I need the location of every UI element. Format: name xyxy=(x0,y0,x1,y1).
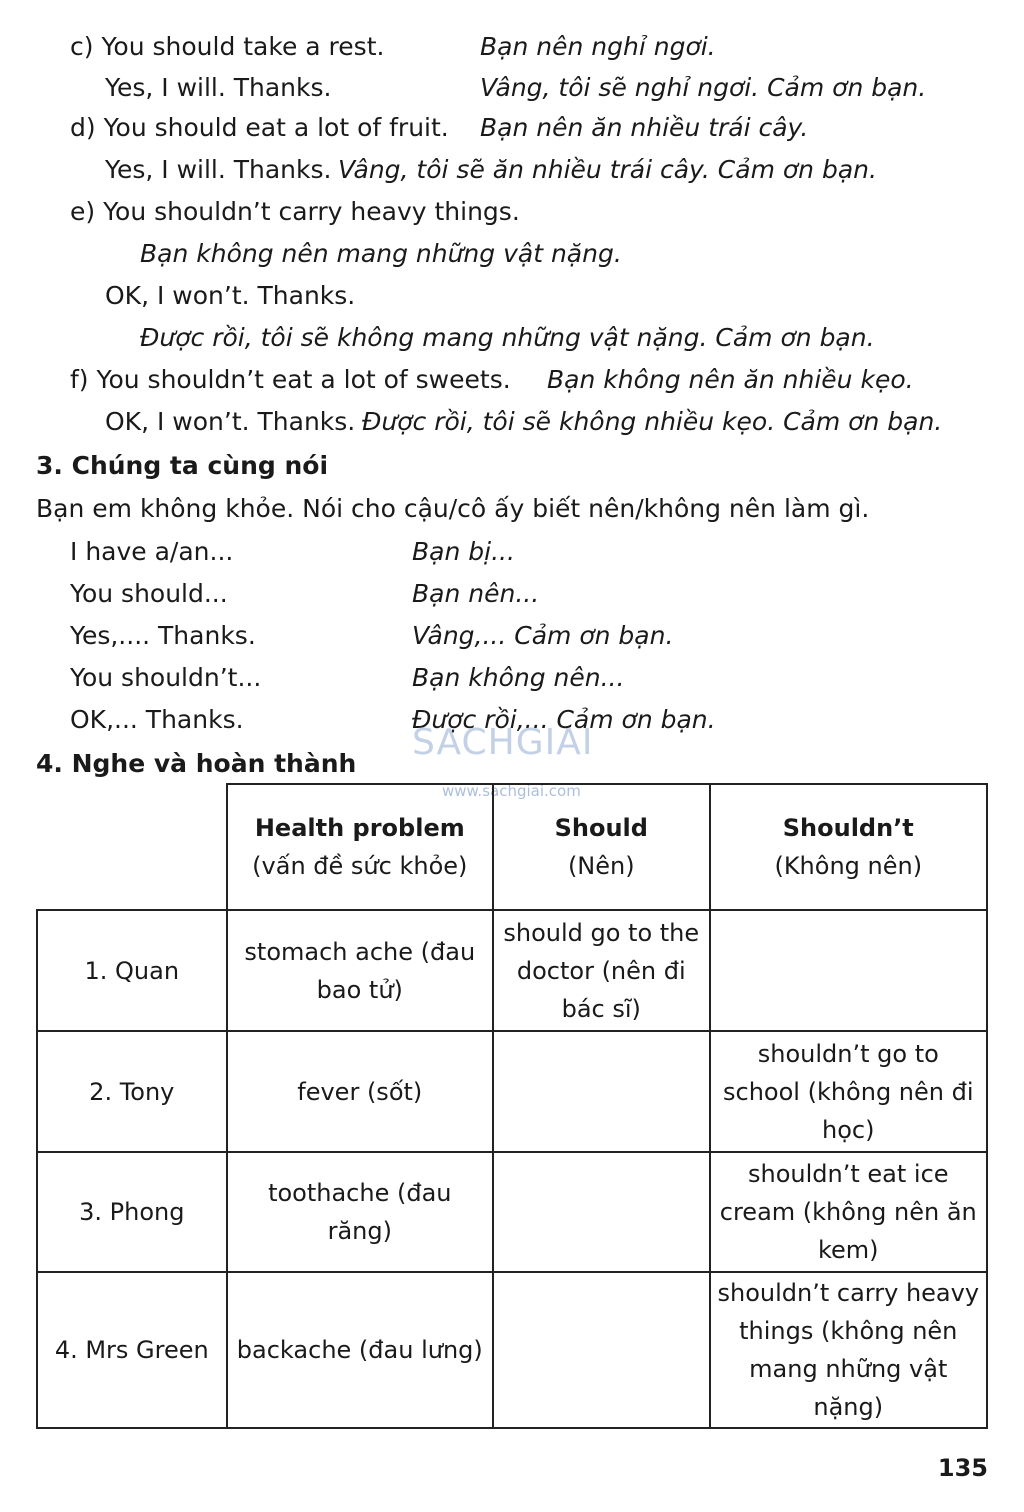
cell-shouldnt: shouldn’t carry heavy things (không nên mang những vật nặng) xyxy=(710,1272,987,1428)
header-subtitle: (Không nên) xyxy=(774,852,923,880)
phrase-vi: Bạn không nên... xyxy=(412,663,625,692)
header-subtitle: (Nên) xyxy=(567,852,635,880)
cell-should: should go to the doctor (nên đi bác sĩ) xyxy=(493,910,710,1031)
cell-problem: fever (sốt) xyxy=(227,1031,493,1152)
cell-name: 3. Phong xyxy=(37,1152,227,1272)
phrase-en: OK,... Thanks. xyxy=(70,705,244,734)
dialogue-e-vi: Bạn không nên mang những vật nặng. xyxy=(140,239,622,268)
table-row xyxy=(37,1152,987,1272)
header-subtitle: (vấn đề sức khỏe) xyxy=(252,852,468,880)
cell-problem: toothache (đau răng) xyxy=(227,1152,493,1272)
header-shouldnt xyxy=(710,784,987,910)
dialogue-c-en: c) You should take a rest. xyxy=(70,32,385,61)
phrase-vi: Bạn nên... xyxy=(412,579,540,608)
cell-shouldnt xyxy=(710,910,987,1031)
cell-should xyxy=(493,1152,710,1272)
cell-name: 1. Quan xyxy=(37,910,227,1031)
table-row xyxy=(37,910,987,1031)
phrase-vi: Được rồi,... Cảm ơn bạn. xyxy=(412,705,716,734)
cell-name: 2. Tony xyxy=(37,1031,227,1152)
dialogue-e-en: e) You shouldn’t carry heavy things. xyxy=(70,197,520,226)
cell-should xyxy=(493,1272,710,1428)
header-title: Health problem xyxy=(254,814,465,842)
health-table xyxy=(36,783,988,1429)
header-should xyxy=(493,784,710,910)
dialogue-c-reply-vi: Vâng, tôi sẽ nghỉ ngơi. Cảm ơn bạn. xyxy=(480,73,927,102)
header-title: Shouldn’t xyxy=(782,814,914,842)
table-header-row xyxy=(37,784,987,910)
page-number: 135 xyxy=(937,1454,988,1482)
header-title: Should xyxy=(554,814,648,842)
cell-shouldnt: shouldn’t eat ice cream (không nên ăn kem) xyxy=(710,1152,987,1272)
cell-name: 4. Mrs Green xyxy=(37,1272,227,1428)
phrase-en: You should... xyxy=(70,579,228,608)
dialogue-e-reply-en: OK, I won’t. Thanks. xyxy=(105,281,356,310)
section3-instruction: Bạn em không khỏe. Nói cho cậu/cô ấy biết nên/không nên làm gì. xyxy=(36,494,870,523)
dialogue-d-reply-vi: Vâng, tôi sẽ ăn nhiều trái cây. Cảm ơn bạn. xyxy=(338,155,877,184)
cell-problem: backache (đau lưng) xyxy=(227,1272,493,1428)
cell-shouldnt: shouldn’t go to school (không nên đi học) xyxy=(710,1031,987,1152)
cell-should xyxy=(493,1031,710,1152)
dialogue-f-reply-vi: Được rồi, tôi sẽ không nhiều kẹo. Cảm ơn bạn. xyxy=(362,407,943,436)
phrase-en: I have a/an... xyxy=(70,537,234,566)
dialogue-f-reply-en: OK, I won’t. Thanks. xyxy=(105,407,356,436)
dialogue-e-reply-vi: Được rồi, tôi sẽ không mang những vật nặng. Cảm ơn bạn. xyxy=(140,323,875,352)
dialogue-f-en: f) You shouldn’t eat a lot of sweets. xyxy=(70,365,511,394)
dialogue-d-reply-en: Yes, I will. Thanks. xyxy=(105,155,332,184)
phrase-en: You shouldn’t... xyxy=(70,663,262,692)
dialogue-c-vi: Bạn nên nghỉ ngơi. xyxy=(480,32,716,61)
phrase-en: Yes,.... Thanks. xyxy=(70,621,256,650)
header-health-problem xyxy=(227,784,493,910)
dialogue-d-vi: Bạn nên ăn nhiều trái cây. xyxy=(480,113,809,142)
dialogue-c-reply-en: Yes, I will. Thanks. xyxy=(105,73,332,102)
watermark-url: www.sachgiai.com xyxy=(442,782,581,800)
watermark-text: SACHGIAI xyxy=(412,722,594,763)
table-row xyxy=(37,1272,987,1428)
table-row xyxy=(37,1031,987,1152)
dialogue-d-en: d) You should eat a lot of fruit. xyxy=(70,113,449,142)
dialogue-f-vi: Bạn không nên ăn nhiều kẹo. xyxy=(547,365,914,394)
cell-problem: stomach ache (đau bao tử) xyxy=(227,910,493,1031)
header-blank-cell xyxy=(37,784,227,910)
phrase-vi: Vâng,... Cảm ơn bạn. xyxy=(412,621,674,650)
section3-heading: 3. Chúng ta cùng nói xyxy=(36,451,329,480)
phrase-vi: Bạn bị... xyxy=(412,537,515,566)
section4-heading: 4. Nghe và hoàn thành xyxy=(36,749,357,778)
